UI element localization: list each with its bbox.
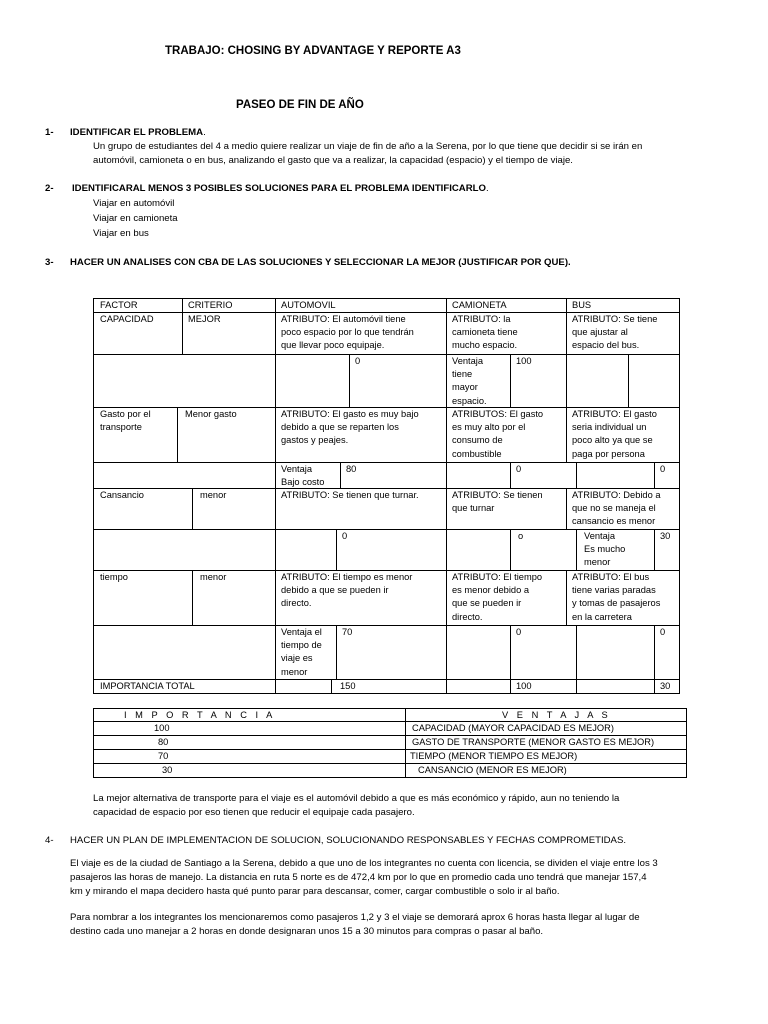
tiempo-auto-score: 70 (342, 627, 353, 637)
factor-capacidad: CAPACIDAD (100, 314, 154, 324)
criterio-gasto: Menor gasto (185, 409, 237, 419)
importance-header: I M P O R T A N C I A (124, 710, 276, 720)
section-4-heading: HACER UN PLAN DE IMPLEMENTACION DE SOLUCION, SOLUCIONANDO RESPONSABLES Y FECHAS COMPROMETIDAS. (70, 835, 627, 846)
tiempo-auto-attribute: ATRIBUTO: El tiempo es menor debido a que se pueden ir directo. (281, 572, 413, 609)
tiempo-bus-score: 0 (660, 627, 666, 637)
total-label: IMPORTANCIA TOTAL (100, 681, 195, 691)
header-criterio: CRITERIO (188, 300, 233, 310)
tiempo-bus-attribute: ATRIBUTO: El bus tiene varias paradas y tomas de pasajeros en la carretera (572, 572, 661, 622)
total-auto: 150 (340, 681, 356, 691)
gasto-cam-score: 0 (516, 464, 522, 474)
gasto-cam-attribute: ATRIBUTOS: El gasto es muy alto por el consumo de combustible (452, 409, 544, 459)
gasto-bus-attribute: ATRIBUTO: El gasto seria individual un poco alto ya que se paga por persona (572, 409, 657, 459)
cansancio-bus-attribute: ATRIBUTO: Debido a que no se maneja el cansancio es menor (572, 490, 661, 527)
advantage-label: CAPACIDAD (MAYOR CAPACIDAD ES MEJOR) (412, 723, 614, 733)
header-factor: FACTOR (100, 300, 138, 310)
total-bus: 30 (660, 681, 671, 691)
capacidad-cam-score: 100 (516, 356, 532, 366)
tiempo-cam-attribute: ATRIBUTO: El tiempo es menor debido a que se pueden ir directo. (452, 572, 543, 622)
conclusion-line-1: La mejor alternativa de transporte para el viaje es el automóvil debido a que es más económico y rápido, aun no teniendo la (93, 793, 620, 804)
gasto-auto-attribute: ATRIBUTO: El gasto es muy bajo debido a que se reparten los gastos y peajes. (281, 409, 419, 446)
total-cam: 100 (516, 681, 532, 691)
section-2-heading: IDENTIFICARAL MENOS 3 POSIBLES SOLUCIONES PARA EL PROBLEMA IDENTIFICARLO. (72, 183, 489, 194)
cansancio-bus-score: 30 (660, 531, 671, 541)
plan-paragraph-2-line-1: Para nombrar a los integrantes los mencionaremos como pasajeros 1,2 y 3 el viaje se demorará aprox 6 horas hasta llegar al lugar de (70, 912, 640, 923)
advantage-label: GASTO DE TRANSPORTE (MENOR GASTO ES MEJOR) (412, 737, 655, 747)
plan-paragraph-2-line-2: destino cada uno manejar a 2 horas en donde designaran unos 15 a 30 minutos para compras o pasar al baño. (70, 926, 544, 937)
factor-tiempo: tiempo (100, 572, 128, 582)
tiempo-auto-advantage: Ventaja el tiempo de viaje es menor (281, 627, 322, 677)
importance-value: 70 (158, 751, 169, 761)
plan-paragraph-1-line-3: km y mirando el mapa decidero hasta qué punto parar para descansar, comer, cargar combustible o solo ir al baño. (70, 886, 560, 897)
section-1-text-line-2: automóvil, camioneta o en bus, analizando el gasto que va a realizar, la capacidad (espacio) y el tiempo de viaje. (93, 155, 573, 166)
gasto-auto-score: 80 (346, 464, 357, 474)
capacidad-auto-score: 0 (355, 356, 361, 366)
factor-gasto: Gasto por el transporte (100, 409, 151, 433)
cansancio-auto-attribute: ATRIBUTO: Se tienen que turnar. (281, 490, 419, 500)
importance-value: 80 (158, 737, 169, 747)
section-1-heading: IDENTIFICAR EL PROBLEMA. (70, 127, 206, 138)
capacidad-cam-attribute: ATRIBUTO: la camioneta tiene mucho espacio. (452, 314, 518, 351)
section-3-number: 3- (45, 257, 54, 268)
criterio-capacidad: MEJOR (188, 314, 221, 324)
criterio-cansancio: menor (200, 490, 227, 500)
option-bus: Viajar en bus (93, 228, 149, 239)
cansancio-cam-attribute: ATRIBUTO: Se tienen que turnar (452, 490, 543, 514)
plan-paragraph-1-line-1: El viaje es de la ciudad de Santiago a la Serena, debido a que uno de los integrantes no cuenta con licencia, se dividen el viaje entre los 3 (70, 858, 658, 869)
tiempo-cam-score: 0 (516, 627, 522, 637)
option-automovil: Viajar en automóvil (93, 198, 175, 209)
section-2-number: 2- (45, 183, 54, 194)
factor-cansancio: Cansancio (100, 490, 144, 500)
capacidad-bus-attribute: ATRIBUTO: Se tiene que ajustar al espacio del bus. (572, 314, 658, 351)
header-camioneta: CAMIONETA (452, 300, 507, 310)
section-1-number: 1- (45, 127, 54, 138)
gasto-bus-score: 0 (660, 464, 666, 474)
importance-value: 100 (154, 723, 170, 733)
cansancio-bus-advantage: Ventaja Es mucho menor (584, 531, 626, 568)
capacidad-cam-advantage: Ventaja tiene mayor espacio. (452, 356, 487, 406)
option-camioneta: Viajar en camioneta (93, 213, 178, 224)
header-automovil: AUTOMOVIL (281, 300, 336, 310)
criterio-tiempo: menor (200, 572, 227, 582)
gasto-auto-advantage: Ventaja Bajo costo (281, 464, 325, 488)
section-3-heading: HACER UN ANALISES CON CBA DE LAS SOLUCIONES Y SELECCIONAR LA MEJOR (JUSTIFICAR POR QUE). (70, 257, 571, 268)
plan-paragraph-1-line-2: pasajeros las horas de manejo. La distancia en ruta 5 norte es de 472,4 km por lo que en promedio cada uno tendrá que manejar 157,4 (70, 872, 647, 883)
document-title: TRABAJO: CHOSING BY ADVANTAGE Y REPORTE A3 (165, 45, 461, 57)
advantage-label: TIEMPO (MENOR TIEMPO ES MEJOR) (410, 751, 578, 761)
importance-value: 30 (162, 765, 173, 775)
capacidad-auto-attribute: ATRIBUTO: El automóvil tiene poco espacio por lo que tendrán que llevar poco equipaje. (281, 314, 414, 351)
advantages-header: V E N T A J A S (502, 710, 611, 720)
conclusion-line-2: capacidad de espacio por eso tienen que reducir el equipaje cada pasajero. (93, 807, 415, 818)
document-subtitle: PASEO DE FIN DE AÑO (236, 99, 364, 111)
section-1-text-line-1: Un grupo de estudiantes del 4 a medio quiere realizar un viaje de fin de año a la Serena, por lo que tiene que decidir si se irán en (93, 141, 643, 152)
advantage-label: CANSANCIO (MENOR ES MEJOR) (418, 765, 567, 775)
section-4-number: 4- (45, 835, 54, 846)
cansancio-cam-score: o (518, 531, 524, 541)
cansancio-auto-score: 0 (342, 531, 348, 541)
header-bus: BUS (572, 300, 592, 310)
